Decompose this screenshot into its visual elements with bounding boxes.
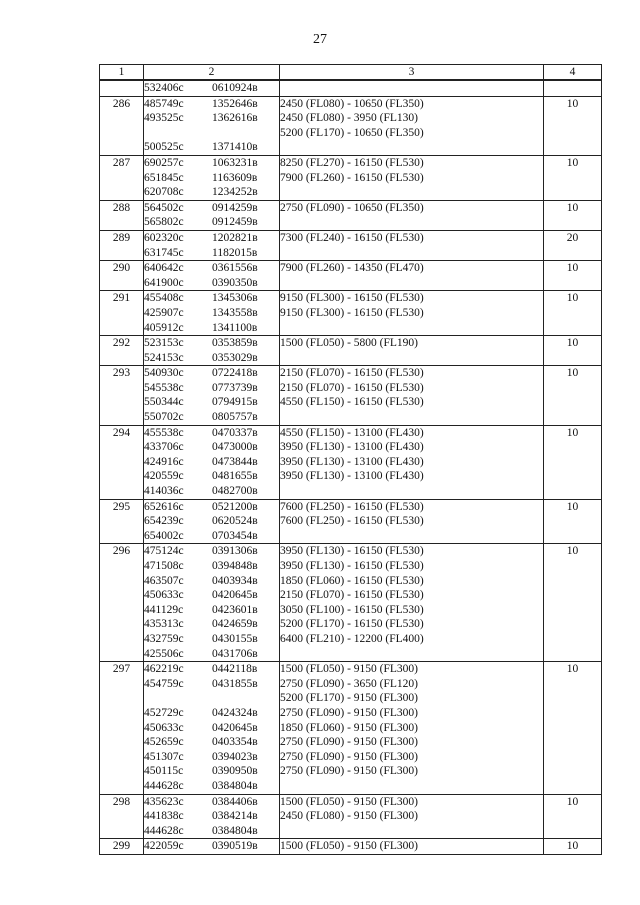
column-header-1: 1 [100,65,144,81]
longitude: 0394023в [212,750,258,763]
coordinate-line [144,231,279,246]
coordinate-line [144,351,279,366]
flight-level-range: 2150 (FL070) - 16150 (FL530) [280,589,424,602]
width-value: 20 [544,230,602,260]
latitude: 532406с [144,82,184,94]
longitude: 0473844в [212,455,258,468]
latitude: 422059с [144,840,184,853]
longitude: 0390350в [212,276,258,289]
longitude: 0390950в [212,765,258,778]
width-value: 10 [544,200,602,230]
route-points-cell [144,499,280,544]
route-number: 291 [100,291,144,336]
longitude: 0914259в [212,201,258,214]
latitude: 405912с [144,321,184,334]
coordinate-line [144,140,279,155]
coordinate-line [144,691,279,706]
flight-level-range: 3950 (FL130) - 16150 (FL530) [280,545,424,558]
latitude: 450633с [144,721,184,734]
flight-level-range: 1850 (FL060) - 9150 (FL300) [280,721,418,734]
coordinate-line [144,706,279,721]
latitude: 452659с [144,736,184,749]
longitude: 0431855в [212,677,258,690]
longitude: 1202821в [212,231,258,244]
longitude: 0391306в [212,545,258,558]
longitude: 1362616в [212,112,258,125]
latitude: 475124с [144,545,184,558]
latitude: 640642с [144,262,184,275]
coordinate-line [144,111,279,126]
flight-level-range [280,215,543,230]
longitude: 0420645в [212,589,258,602]
flight-level-range: 8250 (FL270) - 16150 (FL530) [280,156,424,169]
coordinate-line [144,455,279,470]
latitude: 471508с [144,560,184,572]
route-number: 296 [100,544,144,662]
longitude: 0403354в [212,736,258,749]
flight-level-range [280,185,543,200]
latitude: 433706с [144,441,184,454]
longitude: 0703454в [212,529,258,542]
coordinate-line [144,574,279,589]
route-number: 298 [100,794,144,839]
flight-level-range [280,484,543,499]
coordinate-line [144,410,279,425]
latitude: 444628с [144,824,184,837]
longitude: 0620524в [212,515,258,528]
route-number: 293 [100,366,144,425]
flight-level-range: 5200 (FL170) - 10650 (FL350) [280,126,424,139]
longitude: 0521200в [212,500,258,513]
latitude: 500525с [144,141,184,154]
table-body [100,80,602,854]
flight-level-range: 9150 (FL300) - 16150 (FL530) [280,306,424,319]
latitude: 450633с [144,589,184,602]
latitude: 452729с [144,706,184,719]
route-number: 294 [100,425,144,499]
longitude: 0773739в [212,381,258,394]
route-number: 292 [100,336,144,366]
coordinate-line [144,321,279,336]
flight-level-range: 5200 (FL170) - 16150 (FL530) [280,618,424,631]
latitude: 441129с [144,603,184,616]
coordinate-line [144,426,279,441]
latitude: 550344с [144,396,184,409]
longitude: 1163609в [212,171,258,184]
latitude: 651845с [144,171,184,184]
coordinate-line [144,779,279,794]
flight-level-range: 1500 (FL050) - 9150 (FL300) [280,840,418,853]
coordinate-line [144,588,279,603]
flight-level-range: 3950 (FL130) - 13100 (FL430) [280,470,424,483]
coordinate-line [144,795,279,810]
table-row [100,662,602,794]
coordinate-line [144,469,279,484]
longitude: 0431706в [212,647,258,660]
width-value: 10 [544,366,602,425]
route-points-cell [144,200,280,230]
longitude: 0390519в [212,840,258,853]
route-points-cell [144,336,280,366]
latitude: 420559с [144,470,184,483]
coordinate-line [144,97,279,112]
flight-level-range: 2750 (FL090) - 9150 (FL300) [280,750,418,763]
page-number: 27 [313,32,327,47]
route-number: 289 [100,230,144,260]
flight-level-range: 6400 (FL210) - 12200 (FL400) [280,632,424,645]
longitude: 0384804в [212,824,258,837]
table-row [100,366,602,425]
latitude: 424916с [144,455,184,468]
coordinate-line [144,185,279,200]
flight-levels-cell [280,96,544,155]
longitude: 1343558в [212,306,258,319]
flight-level-range: 2750 (FL090) - 3650 (FL120) [280,677,418,690]
latitude: 564502с [144,201,184,214]
flight-level-range: 3950 (FL130) - 13100 (FL430) [280,455,424,468]
longitude: 0361556в [212,262,258,275]
latitude: 654239с [144,515,184,528]
flight-level-range: 7600 (FL250) - 16150 (FL530) [280,500,424,513]
coordinate-line [144,603,279,618]
flight-level-range: 4550 (FL150) - 16150 (FL530) [280,396,424,409]
coordinate-line [144,647,279,662]
latitude: 654002с [144,529,184,542]
route-points-cell [144,261,280,291]
latitude: 652616с [144,500,184,513]
coordinate-line [144,246,279,261]
coordinate-line [144,306,279,321]
flight-level-range [280,410,543,425]
coordinate-line [144,484,279,499]
route-points-cell [144,291,280,336]
table-row [100,544,602,662]
latitude: 462219с [144,663,184,676]
coordinate-line [144,677,279,692]
route-points-cell [144,425,280,499]
longitude: 0423601в [212,603,258,616]
route-points-cell [144,96,280,155]
latitude: 435313с [144,618,184,631]
coordinate-line [144,440,279,455]
longitude: 0805757в [212,411,258,424]
width-value: 10 [544,425,602,499]
table-row [100,794,602,839]
flight-level-range: 1500 (FL050) - 9150 (FL300) [280,663,418,676]
flight-level-range: 1500 (FL050) - 5800 (FL190) [280,337,418,350]
width-value: 10 [544,96,602,155]
column-header-4: 4 [544,65,602,81]
flight-level-range: 7300 (FL240) - 16150 (FL530) [280,231,424,244]
route-number [100,80,144,96]
longitude: 1234252в [212,186,258,199]
latitude: 463507с [144,574,184,587]
coordinate-line [144,395,279,410]
width-value: 10 [544,499,602,544]
longitude: 0353859в [212,337,258,350]
latitude: 540930с [144,367,184,380]
route-number: 290 [100,261,144,291]
flight-levels-cell [280,544,544,662]
coordinate-line [144,215,279,230]
latitude: 451307с [144,750,184,763]
longitude: 0912459в [212,216,258,229]
longitude: 0794915в [212,396,258,409]
coordinate-line [144,366,279,381]
route-points-cell [144,366,280,425]
latitude: 485749с [144,97,184,110]
flight-level-range: 2450 (FL080) - 10650 (FL350) [280,97,424,110]
table-row [100,839,602,855]
latitude: 414036с [144,485,184,498]
coordinate-line [144,500,279,515]
longitude: 0482700в [212,485,258,498]
flight-level-range [280,140,543,155]
flight-level-range: 9150 (FL300) - 16150 (FL530) [280,292,424,305]
coordinate-line [144,201,279,216]
table-row [100,200,602,230]
width-value [544,80,602,96]
coordinate-line [144,750,279,765]
flight-levels-cell [280,336,544,366]
coordinate-line [144,809,279,824]
route-number: 297 [100,662,144,794]
latitude: 524153с [144,351,184,364]
coordinate-line [144,156,279,171]
flight-level-range [280,81,543,96]
longitude: 0442118в [212,663,258,676]
table-row [100,80,602,96]
flight-level-range: 3050 (FL100) - 16150 (FL530) [280,603,424,616]
latitude: 425506с [144,647,184,660]
coordinate-line [144,824,279,839]
coordinate-line [144,261,279,276]
longitude: 1352646в [212,97,258,110]
latitude: 444628с [144,779,184,792]
coordinate-line [144,559,279,574]
latitude: 565802с [144,216,184,229]
latitude: 550702с [144,411,184,424]
width-value: 10 [544,544,602,662]
flight-level-range: 2750 (FL090) - 10650 (FL350) [280,201,424,214]
coordinate-line [144,544,279,559]
table-row [100,155,602,200]
latitude: 493525с [144,112,184,125]
longitude: 0430155в [212,632,258,645]
flight-levels-cell [280,839,544,855]
flight-level-range: 5200 (FL170) - 9150 (FL300) [280,692,418,705]
longitude: 1341100в [212,321,258,334]
longitude: 0424324в [212,706,258,719]
latitude: 455538с [144,426,184,439]
coordinate-line [144,764,279,779]
route-number: 295 [100,499,144,544]
column-header-2: 2 [144,65,280,81]
table-row [100,499,602,544]
coordinate-line [144,276,279,291]
width-value: 10 [544,336,602,366]
coordinate-line [144,735,279,750]
coordinate-line [144,81,279,96]
route-points-cell [144,544,280,662]
flight-level-range [280,321,543,336]
flight-levels-cell [280,499,544,544]
table-row [100,336,602,366]
longitude: 0473000в [212,441,258,454]
flight-level-range: 2450 (FL080) - 3950 (FL130) [280,112,418,125]
coordinate-line [144,291,279,306]
latitude: 620708с [144,186,184,199]
table-row [100,230,602,260]
flight-level-range [280,779,543,794]
longitude: 1345306в [212,292,258,305]
route-number: 287 [100,155,144,200]
table-row [100,96,602,155]
flight-level-range: 2150 (FL070) - 16150 (FL530) [280,367,424,380]
table-row [100,291,602,336]
width-value: 10 [544,794,602,839]
flight-levels-cell [280,200,544,230]
route-number: 299 [100,839,144,855]
latitude: 602320с [144,231,184,244]
flight-level-range [280,351,543,366]
longitude: 1182015в [212,246,258,259]
flight-levels-cell [280,261,544,291]
longitude: 0722418в [212,367,258,380]
flight-levels-cell [280,230,544,260]
table-row [100,425,602,499]
longitude: 1371410в [212,141,258,154]
flight-level-range: 4550 (FL150) - 13100 (FL430) [280,426,424,439]
longitude: 0394848в [212,560,258,572]
longitude: 0384214в [212,810,258,823]
longitude: 0470337в [212,426,258,439]
latitude: 435623с [144,795,184,808]
coordinate-line [144,617,279,632]
coordinate-line [144,721,279,736]
coordinate-line [144,632,279,647]
flight-level-range [280,246,543,261]
header-row [100,65,602,81]
latitude: 450115с [144,765,184,778]
longitude: 0420645в [212,721,258,734]
flight-level-range: 3950 (FL130) - 16150 (FL530) [280,560,424,572]
latitude: 545538с [144,381,184,394]
flight-level-range: 2750 (FL090) - 9150 (FL300) [280,736,418,749]
longitude: 0481655в [212,470,258,483]
longitude: 0403934в [212,574,258,587]
coordinate-line [144,336,279,351]
longitude: 0610924в [212,82,258,94]
flight-level-range: 2750 (FL090) - 9150 (FL300) [280,706,418,719]
flight-levels-cell [280,794,544,839]
latitude: 523153с [144,337,184,350]
route-points-cell [144,80,280,96]
flight-level-range [280,647,543,662]
flight-level-range: 1850 (FL060) - 16150 (FL530) [280,574,424,587]
table-row [100,261,602,291]
flight-levels-cell [280,662,544,794]
coordinate-line [144,381,279,396]
route-points-cell [144,155,280,200]
longitude: 0353029в [212,351,258,364]
flight-level-range: 3950 (FL130) - 13100 (FL430) [280,441,424,454]
longitude: 0424659в [212,618,258,631]
flight-levels-cell [280,80,544,96]
latitude: 441838с [144,810,184,823]
longitude: 0384406в [212,795,258,808]
route-points-cell [144,230,280,260]
flight-levels-cell [280,366,544,425]
width-value: 10 [544,261,602,291]
column-header-3: 3 [280,65,544,81]
flight-level-range: 2750 (FL090) - 9150 (FL300) [280,765,418,778]
latitude: 432759с [144,632,184,645]
width-value: 10 [544,839,602,855]
route-points-cell [144,662,280,794]
flight-level-range: 1500 (FL050) - 9150 (FL300) [280,795,418,808]
route-table [99,64,602,855]
route-number: 286 [100,96,144,155]
flight-level-range: 2150 (FL070) - 16150 (FL530) [280,381,424,394]
flight-level-range: 7900 (FL260) - 16150 (FL530) [280,171,424,184]
width-value: 10 [544,662,602,794]
latitude: 425907с [144,306,184,319]
latitude: 455408с [144,292,184,305]
coordinate-line [144,839,279,854]
flight-level-range: 7900 (FL260) - 14350 (FL470) [280,262,424,275]
flight-level-range [280,824,543,839]
flight-levels-cell [280,425,544,499]
route-points-cell [144,839,280,855]
route-points-cell [144,794,280,839]
width-value: 10 [544,291,602,336]
route-number: 288 [100,200,144,230]
coordinate-line [144,171,279,186]
flight-level-range [280,529,543,544]
latitude: 454759с [144,677,184,690]
coordinate-line [144,529,279,544]
longitude: 1063231в [212,156,258,169]
flight-level-range [280,276,543,291]
latitude: 690257с [144,156,184,169]
coordinate-line [144,514,279,529]
latitude: 641900с [144,276,184,289]
width-value: 10 [544,155,602,200]
longitude: 0384804в [212,779,258,792]
coordinate-line [144,662,279,677]
coordinate-line [144,126,279,141]
flight-levels-cell [280,291,544,336]
flight-level-range: 7600 (FL250) - 16150 (FL530) [280,515,424,528]
latitude: 631745с [144,246,184,259]
flight-levels-cell [280,155,544,200]
flight-level-range: 2450 (FL080) - 9150 (FL300) [280,810,418,823]
